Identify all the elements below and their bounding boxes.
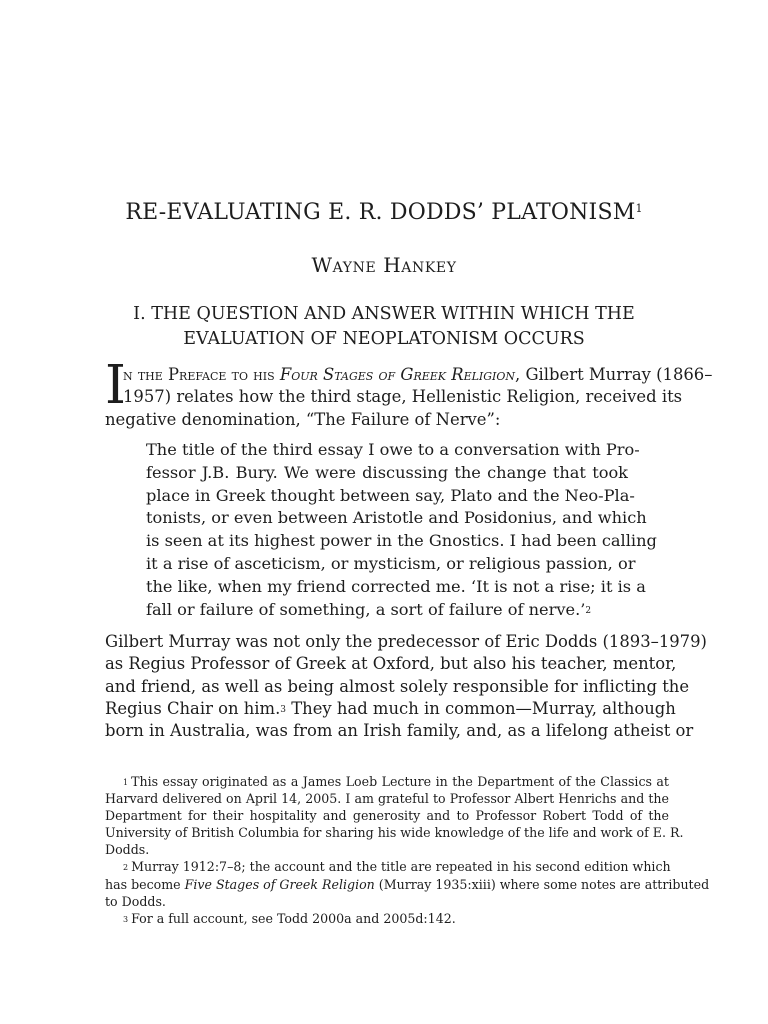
opening-paragraph [105, 364, 713, 431]
footnote-line: Harvard delivered on April 14, 2005. I am grateful to Professor Albert Henrichs and the [105, 791, 669, 807]
quote-line: tonists, or even between Aristotle and Posidonius, and which [146, 508, 647, 528]
footnotes [105, 773, 710, 927]
quote-line: it a rise of asceticism, or mysticism, or religious passion, or [146, 553, 636, 573]
book-title: Four Stages of Greek Religion [279, 365, 516, 384]
footnote-line: to Dodds. [105, 893, 166, 909]
paragraph-line: Regius Chair on him.$^3$ They had much in common—Murray, although [105, 698, 676, 718]
paragraph-line: and friend, as well as being almost solely responsible for inflicting the [105, 676, 690, 696]
footnote-number: 1 [123, 778, 129, 787]
quote-line: fessor J.B. Bury. We were discussing the change that took [146, 462, 628, 482]
book-title: Five Stages of Greek Religion [184, 876, 375, 892]
section-heading-line: EVALUATION OF NEOPLATONISM OCCURS [183, 329, 585, 349]
article-author: Wayne Hankey [311, 253, 457, 277]
paragraph-line: born in Australia, was from an Irish family, and, as a lifelong atheist or [105, 721, 694, 741]
quote-line: is seen at its highest power in the Gnostics. I had been calling [146, 531, 657, 551]
drop-cap: I [105, 355, 126, 416]
paragraph-line: 1957) relates how the third stage, Hellenistic Religion, received its [123, 387, 683, 407]
quote-line: place in Greek thought between say, Plato and the Neo-Pla- [146, 485, 635, 505]
section-heading-line: I. THE QUESTION AND ANSWER WITHIN WHICH THE [133, 304, 635, 324]
article-title: RE-EVALUATING E. R. DODDS’ PLATONISM$^1$ [125, 200, 643, 225]
footnote-line: Department for their hospitality and generosity and to Professor Robert Todd of the [105, 808, 669, 824]
footnote-number: 2 [123, 863, 129, 873]
footnote-line: $^2$ Murray 1912:7–8; the account and the title are repeated in his second edition which [123, 859, 671, 875]
footnote-line: Dodds. [105, 842, 150, 858]
footnote-line: $^1$ This essay originated as a James Loeb Lecture in the Department of the Classics at [123, 774, 669, 789]
footnote-number: 3 [123, 914, 129, 924]
quote-line: fall or failure of something, a sort of failure of nerve.’$^2$ [146, 599, 592, 619]
section-heading [120, 302, 648, 352]
title-footnote-marker: 1 [635, 202, 643, 215]
footnote-line: University of British Columbia for sharing his wide knowledge of the life and work of E. R. [105, 825, 684, 841]
second-paragraph [105, 631, 707, 742]
footnote-line: $^3$ For a full account, see Todd 2000a and 2005d:142. [123, 910, 456, 926]
paragraph-line: n the Preface to his Four Stages of Greek Religion, Gilbert Murray (1866– [123, 365, 713, 384]
footnote-line: has become Five Stages of Greek Religion (Murray 1935:xiii) where some notes are attributed [105, 876, 710, 892]
quote-line: the like, when my friend corrected me. ‘It is not a rise; it is a [146, 576, 646, 596]
footnote-marker: 2 [585, 605, 592, 616]
paragraph-line: as Regius Professor of Greek at Oxford, but also his teacher, mentor, [105, 654, 677, 674]
paragraph-line: Gilbert Murray was not only the predecessor of Eric Dodds (1893–1979) [105, 632, 707, 651]
quote-line: The title of the third essay I owe to a conversation with Pro- [146, 440, 640, 459]
footnote-marker: 3 [280, 704, 287, 715]
block-quote [146, 439, 657, 621]
paragraph-line: negative denomination, “The Failure of Nerve”: [105, 409, 501, 429]
